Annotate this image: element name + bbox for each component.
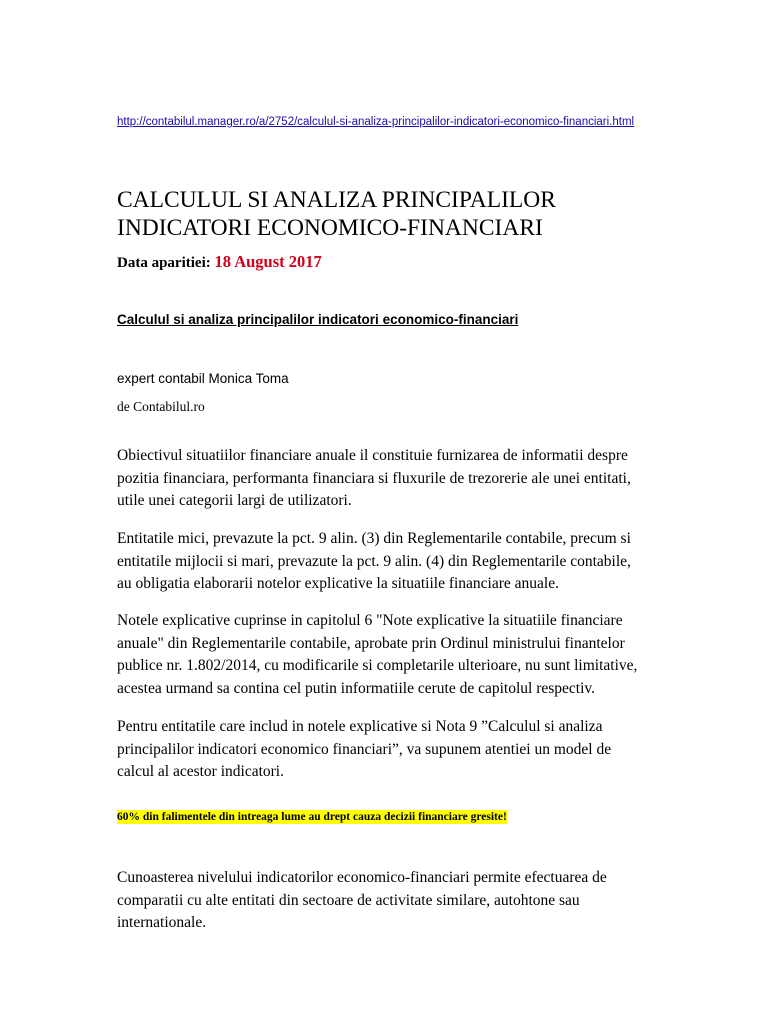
paragraph-1: Obiectivul situatiilor financiare anuale il constituie furnizarea de informatii despre pozitia financiara, performanta financiara si fluxurile de trezorerie ale unei entitati, utile unei categorii largi de utilizatori.: [117, 447, 631, 509]
publication-date: [117, 252, 322, 273]
highlight-notice: [117, 809, 507, 825]
date-label: Data aparitiei:: [117, 255, 211, 271]
paragraph-3: Notele explicative cuprinse in capitolul 6 "Note explicative la situatiile financiare anuale" din Reglementarile contabile, aprobate prin Ordinul ministrului finantelor publice nr. 1.802/2014, cu modificarile si completarile ulterioare, nu sunt limitative, acestea urmand sa contina cel putin informatiile cerute de capitolul respectiv.: [117, 612, 638, 697]
date-value: 18 August 2017: [214, 252, 322, 271]
paragraph-5: Cunoasterea nivelului indicatorilor economico-financiari permite efectuarea de comparatii cu alte entitati din sectoare de activitate similare, autohtone sau internationale.: [117, 869, 607, 931]
source-url-link[interactable]: http://contabilul.manager.ro/a/2752/calculul-si-analiza-principalilor-indicatori-economico-financiari.html: [117, 116, 635, 128]
source-line: de Contabilul.ro: [117, 399, 205, 414]
article-subtitle: Calculul si analiza principalilor indicatori economico-financiari: [117, 312, 519, 327]
paragraph-2: Entitatile mici, prevazute la pct. 9 alin. (3) din Reglementarile contabile, precum si entitatile mijlocii si mari, prevazute la pct. 9 alin. (4) din Reglementarile contabile, au obligatia elaborarii notelor explicative la situatiile financiare anuale.: [117, 530, 631, 592]
paragraph-4: Pentru entitatile care includ in notele explicative si Nota 9 ”Calculul si analiza principalilor indicatori economico financiari”, va supunem atentiei un model de calcul al acestor indicatori.: [117, 718, 612, 780]
highlighted-text: 60% din falimentele din intreaga lume au drept cauza decizii financiare gresite!: [117, 811, 507, 823]
page-title: CALCULUL SI ANALIZA PRINCIPALILOR INDICATORI ECONOMICO-FINANCIARI: [117, 187, 556, 241]
author-line: expert contabil Monica Toma: [117, 371, 289, 386]
